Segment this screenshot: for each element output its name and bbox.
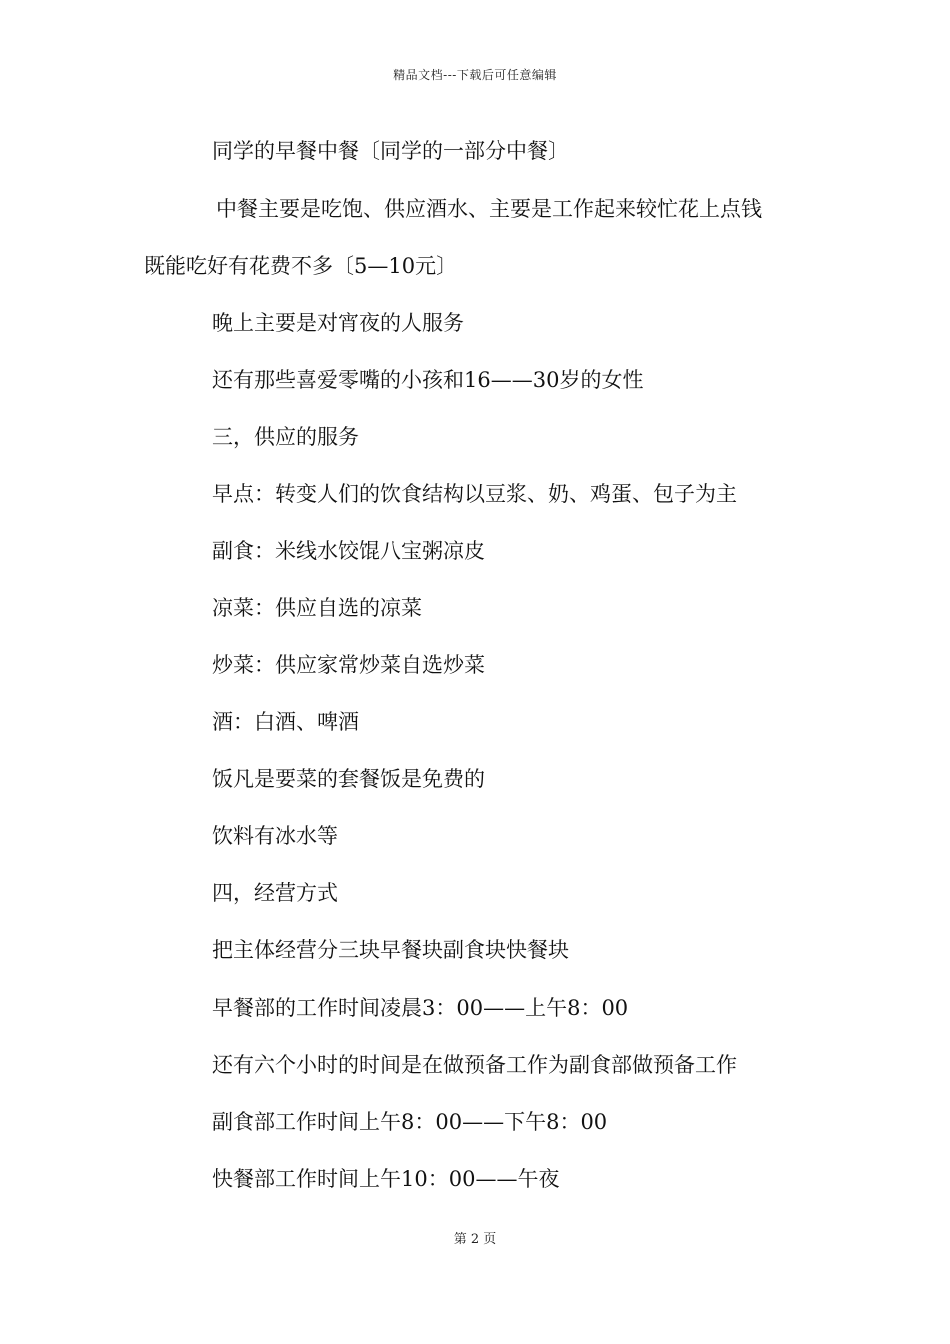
text-line: 快餐部工作时间上午10：00——午夜 xyxy=(212,1167,560,1191)
text-line: 把主体经营分三块早餐块副食块快餐块 xyxy=(212,938,569,962)
text-line: 早餐部的工作时间凌晨3：00——上午8：00 xyxy=(212,996,629,1020)
text-line: 饮料有冰水等 xyxy=(212,824,338,848)
section-heading: 四，经营方式 xyxy=(212,881,338,905)
text-line: 晚上主要是对宵夜的人服务 xyxy=(212,311,464,335)
text-line: 早点：转变人们的饮食结构以豆浆、奶、鸡蛋、包子为主 xyxy=(212,482,737,506)
text-line: 凉菜：供应自选的凉菜 xyxy=(212,596,422,620)
text-line: 副食：米线水饺馄八宝粥凉皮 xyxy=(212,539,485,563)
text-line: 中餐主要是吃饱、供应酒水、主要是工作起来较忙花上点钱 xyxy=(216,197,762,221)
text-line: 炒菜：供应家常炒菜自选炒菜 xyxy=(212,653,485,677)
text-line: 既能吃好有花费不多〔5—10元〕 xyxy=(144,254,458,278)
text-line: 还有那些喜爱零嘴的小孩和16——30岁的女性 xyxy=(212,368,644,392)
page-number: 第 2 页 xyxy=(453,1232,497,1247)
page-header: 精品文档---下载后可任意编辑 xyxy=(393,68,557,82)
text-line: 副食部工作时间上午8：00——下午8：00 xyxy=(212,1110,608,1134)
text-line: 饭凡是要菜的套餐饭是免费的 xyxy=(212,767,485,791)
text-line: 还有六个小时的时间是在做预备工作为副食部做预备工作 xyxy=(212,1053,737,1077)
text-line: 酒：白酒、啤酒 xyxy=(212,710,359,734)
section-heading: 三，供应的服务 xyxy=(212,425,359,449)
text-line: 同学的早餐中餐〔同学的一部分中餐〕 xyxy=(212,139,569,163)
